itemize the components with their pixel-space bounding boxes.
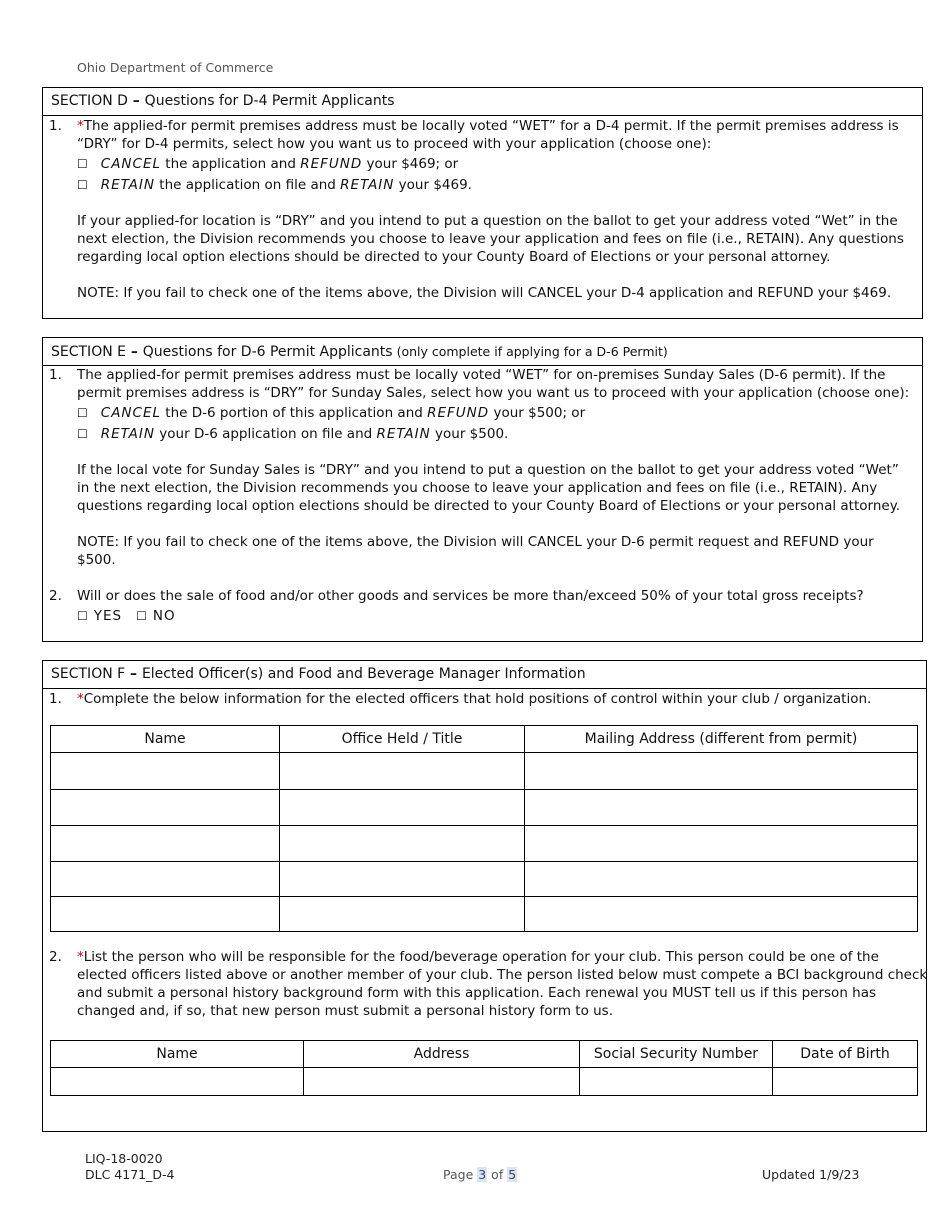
form-id: LIQ-18-0020 bbox=[85, 1151, 163, 1166]
office-cell[interactable] bbox=[280, 897, 525, 932]
section-d-title: SECTION D – Questions for D-4 Permit Applicants bbox=[43, 88, 922, 116]
checkbox-retain[interactable]: ☐ bbox=[77, 178, 88, 192]
no-label: NO bbox=[152, 608, 176, 624]
form-code: DLC 4171_D-4 bbox=[85, 1167, 175, 1182]
address-cell[interactable] bbox=[525, 790, 918, 826]
name-cell[interactable] bbox=[51, 897, 280, 932]
option-retain: ☐ RETAIN the application on file and RETAIN your $469. bbox=[77, 177, 472, 193]
required-marker: * bbox=[77, 118, 84, 134]
col-address: Address bbox=[304, 1041, 580, 1068]
required-marker: * bbox=[77, 949, 84, 965]
table-row bbox=[51, 826, 918, 862]
manager-table bbox=[50, 1040, 918, 1096]
section-f-item-1: 1. *Complete the below information for the elected officers that hold positions of control within your club / organization. bbox=[49, 691, 872, 707]
col-office: Office Held / Title bbox=[280, 726, 525, 753]
page-total: 5 bbox=[508, 1167, 517, 1182]
agency-header: Ohio Department of Commerce bbox=[77, 60, 274, 75]
updated-date: Updated 1/9/23 bbox=[762, 1167, 860, 1182]
table-row bbox=[51, 897, 918, 932]
section-e bbox=[42, 337, 923, 642]
section-f bbox=[42, 660, 927, 1132]
section-e-item-1: 1. The applied-for permit premises address must be locally voted “WET” for on-premises Sunday Sales (D-6 permit). If the permit premises address is “DRY” for Sunday Sales, select how you want us to proceed with your application (choose one): ☐ CANCEL the D-6 portion of this application and REFUND your $500; or ☐ RETAIN your D-6 application on file and RETAIN your $500. If the local vote for Sunday Sales is “DRY” and you intend to put a question on the ballot to get your address voted “Wet” in the next election, the Division recommends you choose to leave your application and fees on file (i.e., RETAIN). Any questions regarding local option elections should be directed to your County Board of Elections or your personal attorney. NOTE: If you fail to check one of the items above, the Division will CANCEL your D-6 permit request and REFUND your $500. bbox=[43, 366, 922, 569]
table-row bbox=[51, 753, 918, 790]
officers-table bbox=[50, 725, 918, 932]
dob-cell[interactable] bbox=[773, 1068, 918, 1096]
required-marker: * bbox=[77, 691, 84, 707]
checkbox-yes[interactable]: ☐ bbox=[77, 609, 88, 623]
checkbox-cancel[interactable]: ☐ bbox=[77, 157, 88, 171]
dry-location-paragraph: If your applied-for location is “DRY” and you intend to put a question on the ballot to get your address voted “Wet” in the next election, the Division recommends you choose to leave your application and fees on file (i.e., RETAIN). Any questions regarding local option elections should be directed to your County Board of Elections or your personal attorney. bbox=[77, 213, 904, 265]
address-cell[interactable] bbox=[525, 826, 918, 862]
checkbox-retain[interactable]: ☐ bbox=[77, 427, 88, 441]
section-f-item-2: 2. *List the person who will be responsible for the food/beverage operation for your club. This person could be one of the elected officers listed above or another member of your club. The person listed below must compete a BCI background check and submit a personal history background form with this application. Each renewal you MUST tell us if this person has changed and, if so, that new person must submit a personal history form to us. bbox=[49, 949, 928, 1019]
address-cell[interactable] bbox=[525, 862, 918, 897]
section-d bbox=[42, 87, 923, 319]
name-cell[interactable] bbox=[51, 862, 280, 897]
table-row bbox=[51, 862, 918, 897]
address-cell[interactable] bbox=[525, 897, 918, 932]
checkbox-cancel[interactable]: ☐ bbox=[77, 406, 88, 420]
col-mailing-address: Mailing Address (different from permit) bbox=[525, 726, 918, 753]
note-paragraph: NOTE: If you fail to check one of the items above, the Division will CANCEL your D-6 permit request and REFUND your $500. bbox=[77, 534, 874, 568]
name-cell[interactable] bbox=[51, 1068, 304, 1096]
option-cancel: ☐ CANCEL the D-6 portion of this application and REFUND your $500; or bbox=[77, 405, 586, 421]
name-cell[interactable] bbox=[51, 826, 280, 862]
table-row bbox=[51, 1068, 918, 1096]
office-cell[interactable] bbox=[280, 753, 525, 790]
col-ssn: Social Security Number bbox=[580, 1041, 773, 1068]
address-cell[interactable] bbox=[304, 1068, 580, 1096]
note-paragraph: NOTE: If you fail to check one of the items above, the Division will CANCEL your D-4 application and REFUND your $469. bbox=[77, 285, 892, 301]
name-cell[interactable] bbox=[51, 753, 280, 790]
section-d-item-1: 1. *The applied-for permit premises address must be locally voted “WET” for a D-4 permit. If the permit premises address is “DRY” for D-4 permits, select how you want us to proceed with your application (choose one): ☐ CANCEL the application and REFUND your $469; or ☐ RETAIN the application on file and RETAIN your $469. If your applied-for location is “DRY” and you intend to put a question on the ballot to get your address voted “Wet” in the next election, the Division recommends you choose to leave your application and fees on file (i.e., RETAIN). Any questions regarding local option elections should be directed to your County Board of Elections or your personal attorney. NOTE: If you fail to check one of the items above, the Division will CANCEL your D-4 application and REFUND your $469. bbox=[43, 117, 922, 302]
section-f-title: SECTION F – Elected Officer(s) and Food and Beverage Manager Information bbox=[43, 661, 926, 689]
page-number: Page 3 of 5 bbox=[443, 1167, 517, 1182]
option-cancel: ☐ CANCEL the application and REFUND your $469; or bbox=[77, 156, 459, 172]
page-current: 3 bbox=[478, 1167, 487, 1182]
section-e-item-2: 2. Will or does the sale of food and/or other goods and services be more than/exceed 50% of your total gross receipts? ☐ YES ☐ NO bbox=[49, 588, 864, 624]
office-cell[interactable] bbox=[280, 790, 525, 826]
table-row bbox=[51, 790, 918, 826]
name-cell[interactable] bbox=[51, 790, 280, 826]
col-name: Name bbox=[51, 726, 280, 753]
ssn-cell[interactable] bbox=[580, 1068, 773, 1096]
yes-label: YES bbox=[93, 608, 123, 624]
office-cell[interactable] bbox=[280, 862, 525, 897]
address-cell[interactable] bbox=[525, 753, 918, 790]
office-cell[interactable] bbox=[280, 826, 525, 862]
col-dob: Date of Birth bbox=[773, 1041, 918, 1068]
dry-sunday-paragraph: If the local vote for Sunday Sales is “DRY” and you intend to put a question on the ballot to get your address voted “Wet” in the next election, the Division recommends you choose to leave your application and fees on file (i.e., RETAIN). Any questions regarding local option elections should be directed to your County Board of Elections or your personal attorney. bbox=[77, 462, 901, 514]
col-name: Name bbox=[51, 1041, 304, 1068]
option-retain: ☐ RETAIN your D-6 application on file and RETAIN your $500. bbox=[77, 426, 509, 442]
checkbox-no[interactable]: ☐ bbox=[136, 609, 147, 623]
section-e-title: SECTION E – Questions for D-6 Permit Applicants (only complete if applying for a D-6 Permit) bbox=[43, 338, 922, 366]
